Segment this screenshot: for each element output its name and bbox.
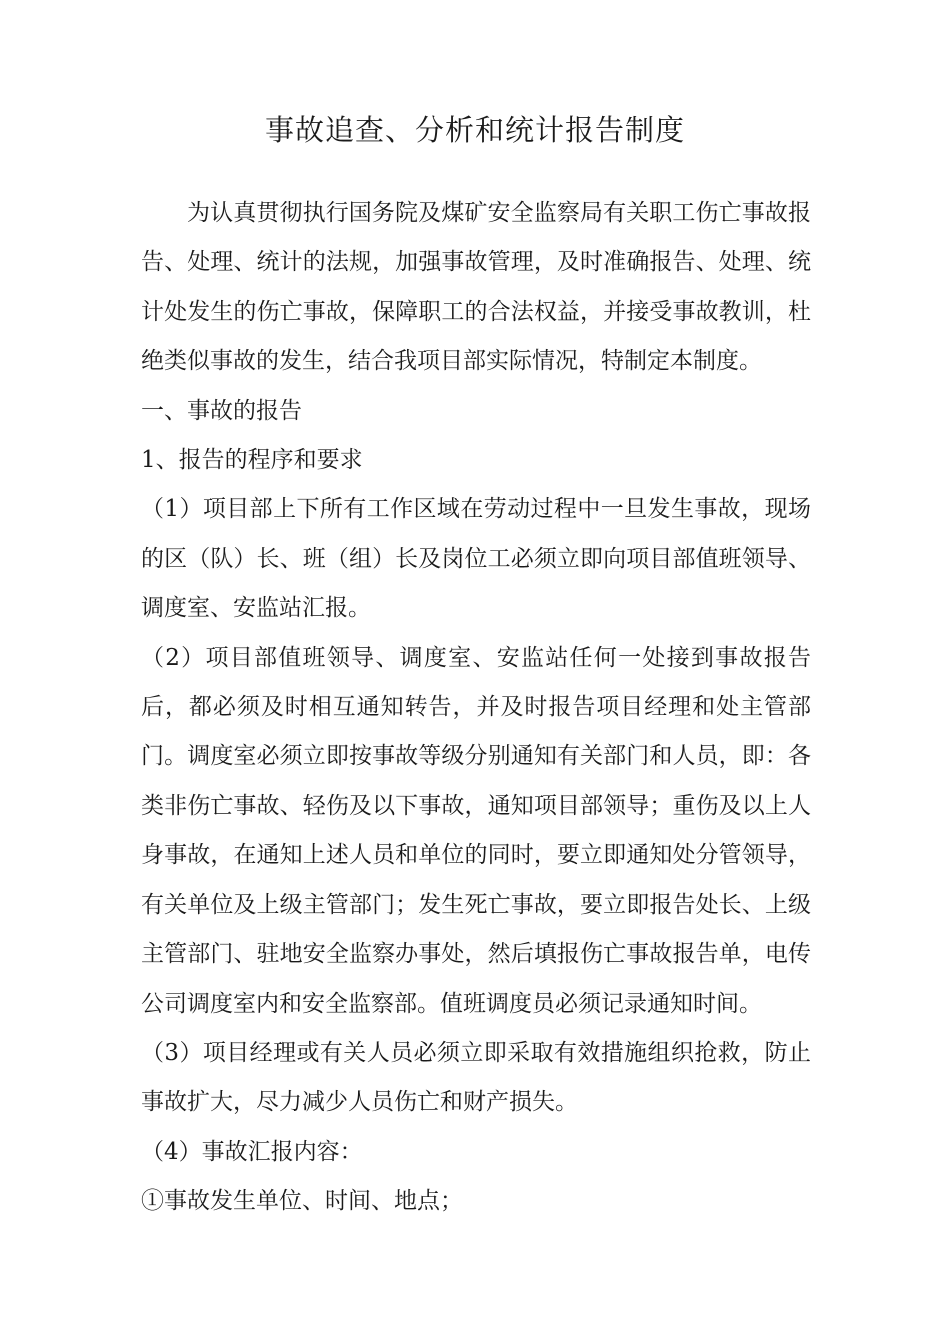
paragraph-item-4: （4）事故汇报内容： [141,1138,363,1165]
paragraph-item-1: （1）项目部上下所有工作区域在劳动过程中一旦发生事故，现场的区（队）长、班（组）长及岗位工必须立即向项目部值班领导、调度室、安监站汇报。 [141,496,811,622]
list-item-circled-1: ①事故发生单位、时间、地点； [141,1188,463,1215]
intro-paragraph: 为认真贯彻执行国务院及煤矿安全监察局有关职工伤亡事故报告、处理、统计的法规，加强事故管理，及时准确报告、处理、统计处发生的伤亡事故，保障职工的合法权益，并接受事故教训，杜绝类似事故的发生，结合我项目部实际情况，特制定本制度。 [141,200,811,375]
paragraph-item-3: （3）项目经理或有关人员必须立即采取有效措施组织抢救，防止事故扩大，尽力减少人员伤亡和财产损失。 [141,1039,811,1116]
document-body [141,189,811,1227]
document-title: 事故追查、分析和统计报告制度 [264,113,685,147]
section-heading-reporting: 一、事故的报告 [141,397,302,424]
paragraph-item-2: （2）项目部值班领导、调度室、安监站任何一处接到事故报告后，都必须及时相互通知转告，并及时报告项目经理和处主管部门。调度室必须立即按事故等级分别通知有关部门和人员，即：各类非伤亡事故、轻伤及以下事故，通知项目部领导；重伤及以上人身事故，在通知上述人员和单位的同时，要立即通知处分管领导，有关单位及上级主管部门；发生死亡事故，要立即报告处长、上级主管部门、驻地安全监察办事处，然后填报伤亡事故报告单，电传公司调度室内和安全监察部。值班调度员必须记录通知时间。 [141,644,811,1017]
subsection-heading-procedure: 1、报告的程序和要求 [141,447,363,474]
